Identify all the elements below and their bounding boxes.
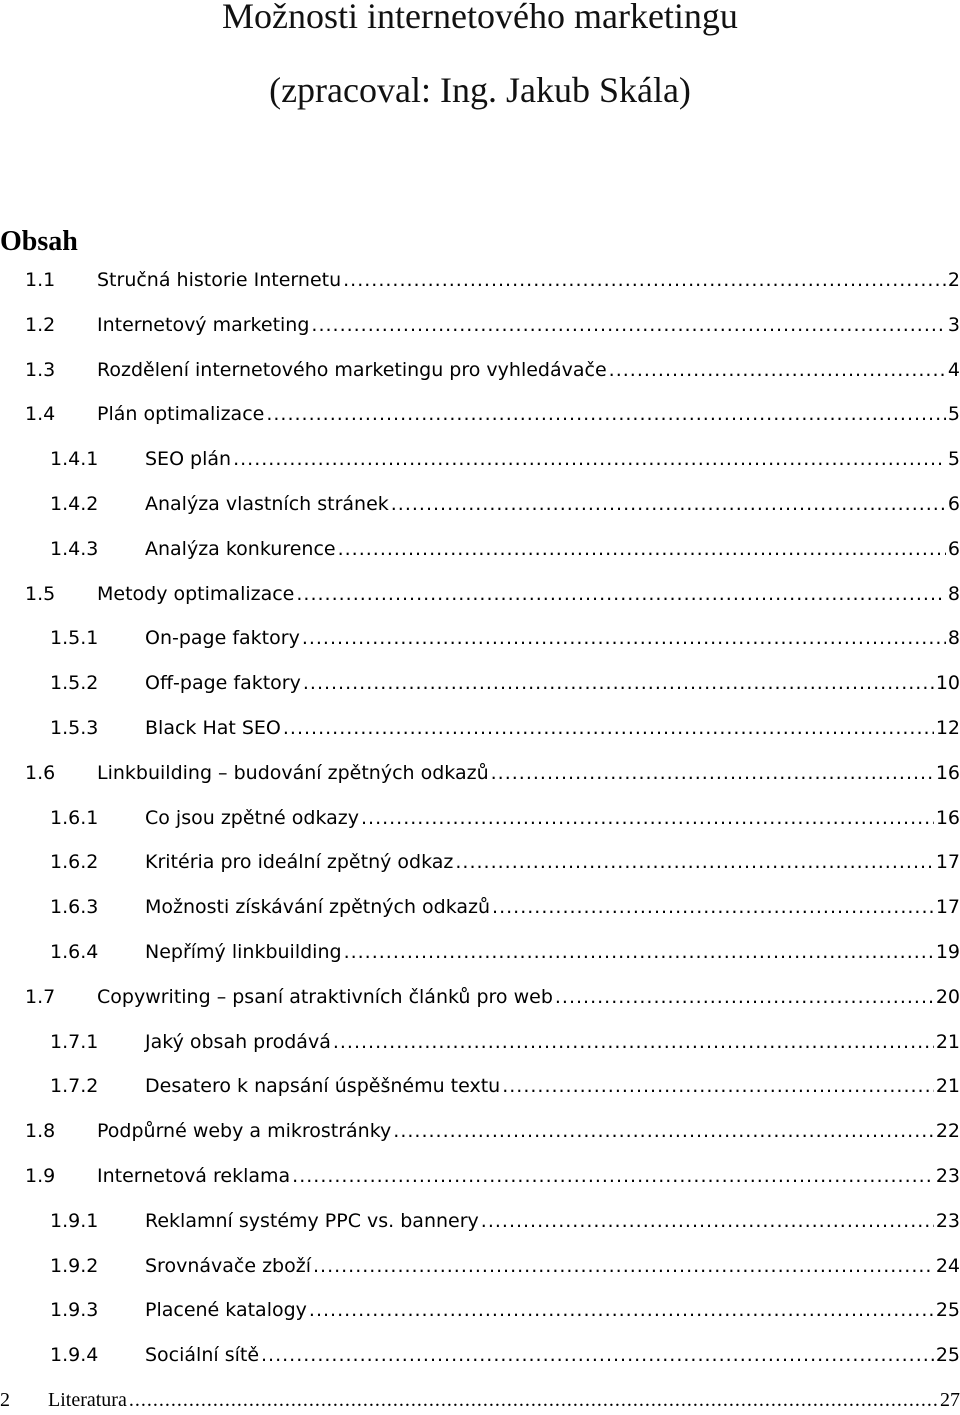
toc-entry-page-number: 10 (935, 672, 960, 694)
toc-entry-page-number: 2 (947, 269, 960, 291)
toc-entry-title: On-page faktory (145, 627, 300, 649)
toc-entry[interactable] (25, 399, 960, 429)
toc-dot-leader (502, 1071, 934, 1101)
toc-entry-title: Reklamní systémy PPC vs. bannery (145, 1210, 479, 1232)
toc-entry-title: Nepřímý linkbuilding (145, 941, 342, 963)
toc-entry-page-number: 23 (935, 1165, 960, 1187)
toc-entry[interactable] (50, 1251, 960, 1281)
toc-entry-title: Metody optimalizace (97, 583, 295, 605)
toc-entry-number: 1.4.1 (50, 448, 99, 470)
toc-dot-leader (292, 1161, 934, 1191)
toc-dot-leader (492, 892, 934, 922)
toc-entry-page-number: 17 (935, 896, 960, 918)
toc-entry-page-number: 23 (935, 1210, 960, 1232)
toc-entry-number: 1.3 (25, 359, 56, 381)
toc-entry-page-number: 5 (947, 448, 960, 470)
toc-entry-page-number: 25 (935, 1299, 960, 1321)
toc-entry-title: Srovnávače zboží (145, 1255, 311, 1277)
toc-dot-leader (481, 1206, 934, 1236)
toc-dot-leader (296, 579, 946, 609)
toc-entry-number: 1.5.3 (50, 717, 99, 739)
toc-entry-page-number: 16 (935, 762, 960, 784)
toc-dot-leader (391, 489, 946, 519)
toc-entry-title: Desatero k napsání úspěšnému textu (145, 1075, 501, 1097)
toc-entry-title: Placené katalogy (145, 1299, 307, 1321)
toc-entry-page-number: 5 (947, 403, 960, 425)
toc-dot-leader (129, 1385, 938, 1415)
toc-entry-title: Co jsou zpětné odkazy (145, 807, 359, 829)
toc-entry-number: 1.6.1 (50, 807, 99, 829)
toc-entry-number: 1.9.3 (50, 1299, 99, 1321)
toc-entry-title: SEO plán (145, 448, 232, 470)
toc-entry-number: 1.7.1 (50, 1031, 99, 1053)
toc-entry-number: 1.9.4 (50, 1344, 99, 1366)
toc-dot-leader (303, 668, 934, 698)
toc-entry[interactable] (25, 355, 960, 385)
toc-entry[interactable] (50, 668, 960, 698)
toc-entry[interactable] (50, 623, 960, 653)
toc-entry-title: Sociální sítě (145, 1344, 260, 1366)
toc-entry[interactable] (50, 1071, 960, 1101)
toc-entry[interactable] (25, 265, 960, 295)
toc-entry-title: Off-page faktory (145, 672, 301, 694)
toc-entry-title: Internetová reklama (97, 1165, 291, 1187)
toc-entry-page-number: 25 (935, 1344, 960, 1366)
toc-dot-leader (302, 623, 946, 653)
toc-entry[interactable] (50, 1027, 960, 1057)
toc-dot-leader (393, 1116, 934, 1146)
toc-entry-page-number: 20 (935, 986, 960, 1008)
toc-entry-number: 1.6.4 (50, 941, 99, 963)
toc-entry-page-number: 21 (935, 1075, 960, 1097)
toc-entry-title: Analýza konkurence (145, 538, 336, 560)
toc-entry-page-number: 3 (947, 314, 960, 336)
toc-entry-title: Analýza vlastních stránek (145, 493, 389, 515)
toc-entry-number: 1.5 (25, 583, 56, 605)
toc-entry-page-number: 16 (935, 807, 960, 829)
document-title: Možnosti internetového marketingu (222, 0, 738, 36)
toc-dot-leader (309, 1295, 934, 1325)
toc-entry-number: 1.5.2 (50, 672, 99, 694)
document-author-line: (zpracoval: Ing. Jakub Skála) (269, 70, 691, 110)
toc-entry[interactable] (50, 713, 960, 743)
toc-entry-title: Copywriting – psaní atraktivních článků pro web (97, 986, 553, 1008)
toc-heading: Obsah (0, 226, 78, 257)
toc-entry-title: Kritéria pro ideální zpětný odkaz (145, 851, 454, 873)
toc-entry-page-number: 12 (935, 717, 960, 739)
toc-entry[interactable] (50, 1206, 960, 1236)
toc-entry-page-number: 8 (947, 627, 960, 649)
toc-dot-leader (344, 937, 934, 967)
toc-entry[interactable] (25, 1161, 960, 1191)
toc-entry-page-number: 24 (935, 1255, 960, 1277)
toc-dot-leader (555, 982, 934, 1012)
toc-dot-leader (343, 265, 946, 295)
toc-entry-number: 1.4.2 (50, 493, 99, 515)
toc-entry-page-number: 21 (935, 1031, 960, 1053)
toc-dot-leader (283, 713, 934, 743)
toc-entry[interactable] (50, 444, 960, 474)
toc-entry-number: 1.9.2 (50, 1255, 99, 1277)
toc-entry-number: 1.1 (25, 269, 56, 291)
toc-entry[interactable] (25, 310, 960, 340)
toc-dot-leader (338, 534, 946, 564)
toc-entry-title: Možnosti získávání zpětných odkazů (145, 896, 491, 918)
toc-dot-leader (361, 803, 934, 833)
toc-entry-title: Rozdělení internetového marketingu pro vyhledávače (97, 359, 607, 381)
toc-entry[interactable] (50, 937, 960, 967)
toc-dot-leader (311, 310, 946, 340)
toc-dot-leader (455, 847, 933, 877)
toc-entry-number: 1.9.1 (50, 1210, 99, 1232)
toc-entry-page-number: 19 (935, 941, 960, 963)
toc-entry-page-number: 6 (947, 493, 960, 515)
toc-entry-number: 1.4 (25, 403, 56, 425)
toc-entry[interactable] (50, 534, 960, 564)
toc-entry[interactable] (25, 982, 960, 1012)
toc-entry-title: Plán optimalizace (97, 403, 265, 425)
toc-entry-number: 1.8 (25, 1120, 56, 1142)
toc-entry-page-number: 6 (947, 538, 960, 560)
toc-dot-leader (233, 444, 946, 474)
toc-dot-leader (261, 1340, 934, 1370)
toc-dot-leader (313, 1251, 934, 1281)
toc-entry-number: 1.6.2 (50, 851, 99, 873)
toc-dot-leader (266, 399, 946, 429)
toc-entry[interactable] (50, 1295, 960, 1325)
toc-entry-title: Stručná historie Internetu (97, 269, 342, 291)
toc-entry-page-number: 22 (935, 1120, 960, 1142)
toc-entry[interactable] (25, 758, 960, 788)
toc-entry[interactable] (50, 803, 960, 833)
toc-entry-number: 1.5.1 (50, 627, 99, 649)
toc-entry[interactable] (0, 1385, 960, 1415)
toc-dot-leader (609, 355, 946, 385)
toc-entry[interactable] (50, 489, 960, 519)
toc-entry-title: Jaký obsah prodává (145, 1031, 331, 1053)
toc-entry-page-number: 27 (940, 1389, 960, 1411)
toc-entry-title: Linkbuilding – budování zpětných odkazů (97, 762, 489, 784)
toc-entry[interactable] (25, 1116, 960, 1146)
toc-entry-page-number: 4 (947, 359, 960, 381)
toc-entry-title: Black Hat SEO (145, 717, 281, 739)
toc-entry-page-number: 8 (947, 583, 960, 605)
toc-entry[interactable] (50, 847, 960, 877)
toc-entry-title: Literatura (48, 1389, 127, 1411)
toc-entry[interactable] (25, 579, 960, 609)
toc-entry-title: Podpůrné weby a mikrostránky (97, 1120, 392, 1142)
toc-entry-number: 1.6.3 (50, 896, 99, 918)
toc-dot-leader (333, 1027, 934, 1057)
toc-entry[interactable] (50, 1340, 960, 1370)
toc-entry[interactable] (50, 892, 960, 922)
toc-entry-page-number: 17 (935, 851, 960, 873)
toc-entry-number: 1.7.2 (50, 1075, 99, 1097)
toc-entry-number: 1.6 (25, 762, 56, 784)
toc-entry-number: 1.4.3 (50, 538, 99, 560)
toc-dot-leader (491, 758, 934, 788)
toc-entry-number: 1.2 (25, 314, 56, 336)
toc-entry-title: Internetový marketing (97, 314, 310, 336)
toc-entry-number: 1.9 (25, 1165, 56, 1187)
toc-entry-number: 1.7 (25, 986, 56, 1008)
toc-entry-number: 2 (0, 1389, 10, 1411)
